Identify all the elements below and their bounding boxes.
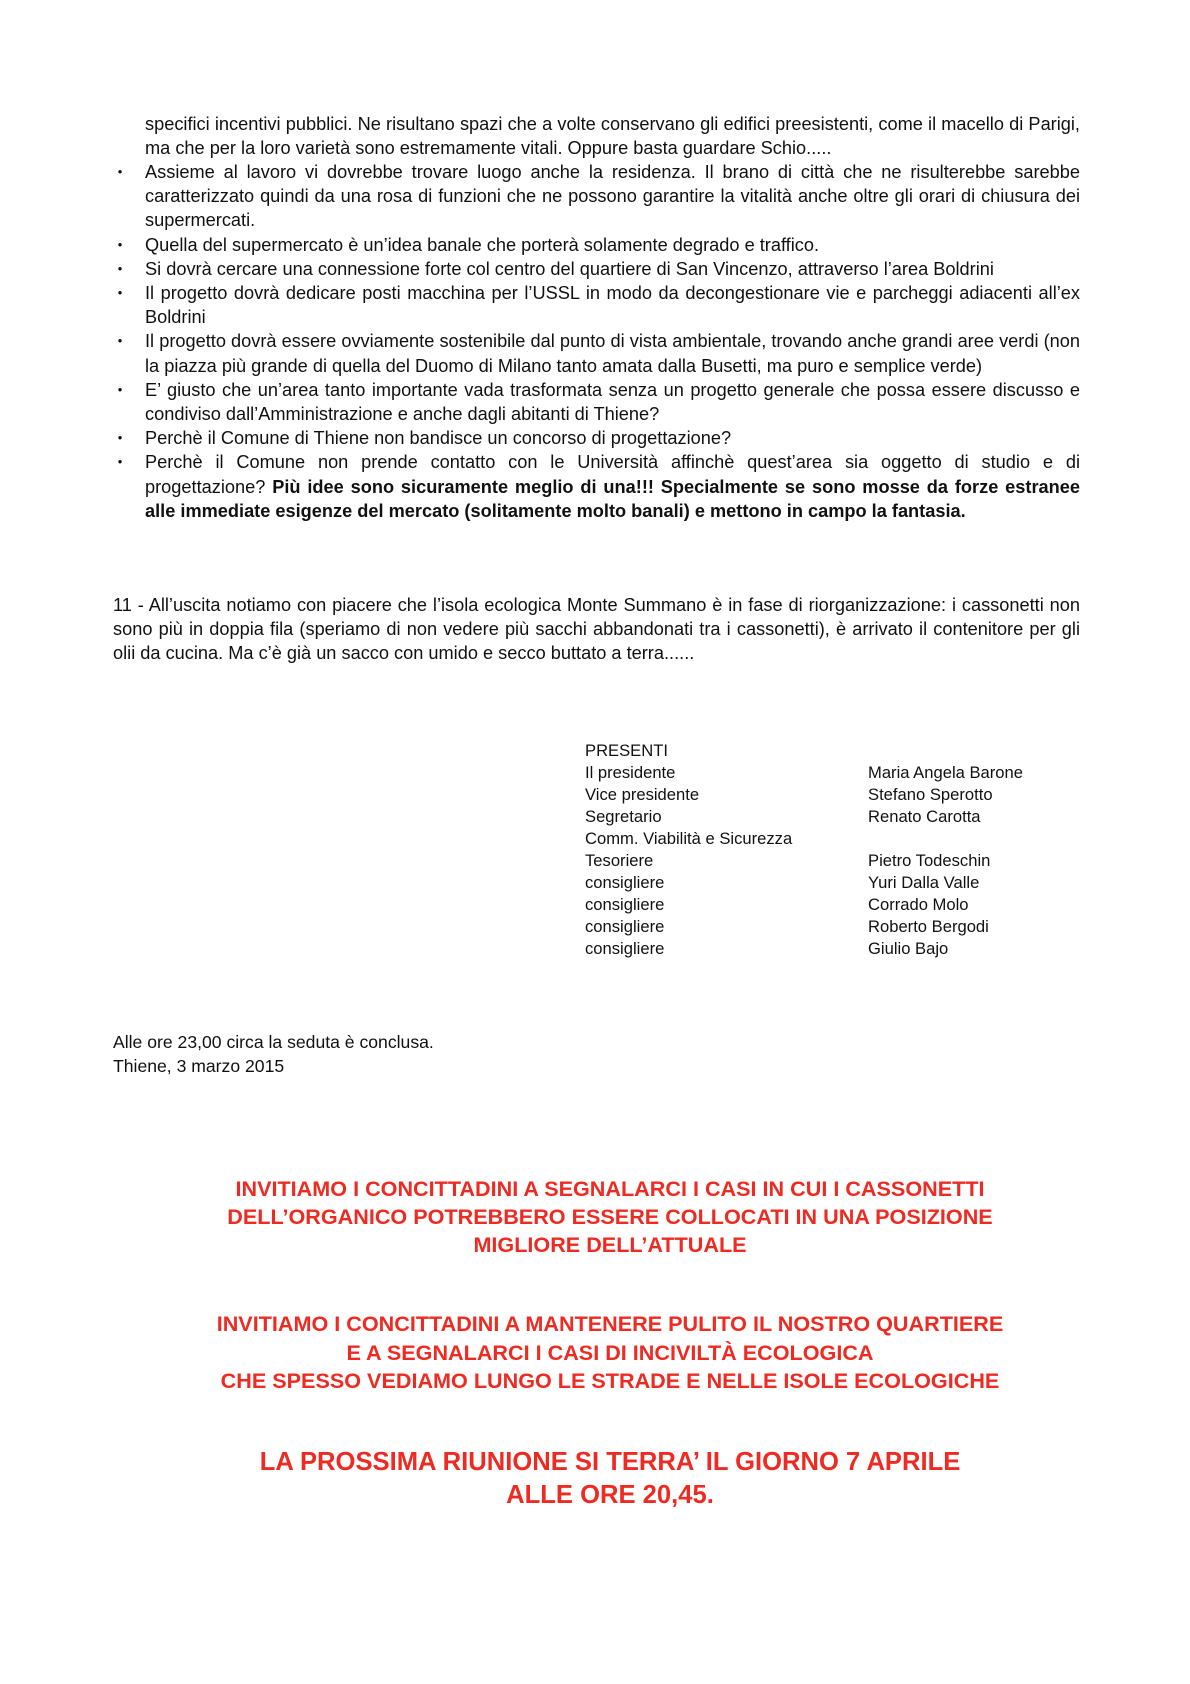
attendee-role: consigliere (585, 917, 665, 936)
bullet-icon: • (117, 430, 123, 446)
paragraph-11: 11 - All’uscita notiamo con piacere che l’isola ecologica Monte Summano è in fase di riorganizzazione: i cassonetti non sono più in doppia fila (speriamo di non vedere più sacchi abbandonati tra i cassonetti), è arrivato il contenitore per gli olii da cucina. Ma c’è già un sacco con umido e secco buttato a terra...... (113, 595, 1080, 664)
attendance-header: PRESENTI (585, 741, 668, 760)
attendance-row (585, 916, 1023, 938)
notice-organico (120, 1175, 1100, 1259)
bullet-icon: • (117, 285, 123, 301)
notice-pulizia (120, 1310, 1100, 1396)
attendee-role: Vice presidente (585, 785, 700, 804)
list-item: • Il progetto dovrà dedicare posti macchina per l’USSL in modo da decongestionare vie e parcheggi adiacenti all’ex Boldrini (113, 281, 1080, 329)
attendance-row (585, 806, 1023, 828)
bullet-icon: • (117, 236, 123, 252)
attendee-name: Renato Carotta (868, 807, 981, 826)
list-item: • Si dovrà cercare una connessione forte col centro del quartiere di San Vincenzo, attraverso l’area Boldrini (113, 257, 1080, 281)
attendance-row (585, 762, 1023, 784)
notice-line: INVITIAMO I CONCITTADINI A SEGNALARCI I CASI IN CUI I CASSONETTI (235, 1176, 985, 1201)
closing-time-line: Alle ore 23,00 circa la seduta è conclusa. (113, 1032, 434, 1052)
attendance-row (585, 784, 1023, 806)
attendance-row (585, 872, 1023, 894)
attendee-role: Tesoriere (585, 851, 654, 870)
attendee-name: Roberto Bergodi (868, 917, 989, 936)
list-item: • Perchè il Comune di Thiene non bandisce un concorso di progettazione? (113, 426, 1080, 450)
attendee-role: Segretario (585, 807, 662, 826)
notice-next-meeting (120, 1446, 1100, 1512)
list-item: • E’ giusto che un’area tanto importante vada trasformata senza un progetto generale che possa essere discusso e condiviso dall’Amministrazione e anche dagli abitanti di Thiene? (113, 378, 1080, 426)
notice-line: E A SEGNALARCI I CASI DI INCIVILTÀ ECOLOGICA (346, 1339, 874, 1365)
closing-date-line: Thiene, 3 marzo 2015 (113, 1056, 285, 1076)
attendee-name: Corrado Molo (868, 895, 969, 914)
notice-line: LA PROSSIMA RIUNIONE SI TERRA’ IL GIORNO 7 APRILE (259, 1448, 961, 1476)
bold-emphasis: Più idee sono sicuramente meglio di una!!! Specialmente se sono mosse da forze estranee alle immediate esigenze del mercato (solitamente molto banali) e mettono in campo la fantasia. (145, 476, 1081, 521)
continuation-paragraph: specifici incentivi pubblici. Ne risultano spazi che a volte conservano gli edifici preesistenti, come il macello di Parigi, ma che per la loro varietà sono estremamente vitali. Oppure basta guardare Schio..... (145, 114, 1080, 159)
attendee-name: Giulio Bajo (868, 939, 949, 958)
list-item: • Il progetto dovrà essere ovviamente sostenibile dal punto di vista ambientale, trovando anche grandi aree verdi (non la piazza più grande di quella del Duomo di Milano tanto amata dalla Busetti, ma puro e semplice verde) (113, 329, 1080, 377)
notice-line: DELL’ORGANICO POTREBBERO ESSERE COLLOCATI IN UNA POSIZIONE (227, 1204, 993, 1229)
notice-line: INVITIAMO I CONCITTADINI A MANTENERE PULITO IL NOSTRO QUARTIERE (216, 1311, 1004, 1336)
attendance-row (585, 894, 1023, 916)
bullet-icon: • (117, 333, 123, 349)
attendance-row (585, 828, 1023, 850)
bullet-icon: • (117, 381, 123, 397)
attendee-name: Pietro Todeschin (868, 851, 991, 870)
bullet-icon: • (117, 260, 123, 276)
bullet-icon: • (117, 164, 123, 179)
attendee-name: Stefano Sperotto (868, 785, 993, 804)
proposal-bullet-list (113, 160, 1080, 523)
attendee-role: consigliere (585, 939, 665, 958)
attendance-row (585, 938, 1023, 960)
attendee-name: Maria Angela Barone (868, 763, 1023, 782)
attendee-role: consigliere (585, 895, 665, 914)
attendee-role: Comm. Viabilità e Sicurezza (585, 829, 793, 848)
attendance-list (585, 740, 1023, 960)
attendee-role: Il presidente (585, 763, 676, 782)
list-item: • Perchè il Comune non prende contatto con le Università affinchè quest’area sia oggetto di studio e di progettazione? Più idee sono sicuramente meglio di una!!! Specialmente se sono mosse da forze estranee alle immediate esigenze del mercato (solitamente molto banali) e mettono in campo la fantasia. (113, 450, 1080, 523)
attendance-row (585, 850, 1023, 872)
attendee-role: consigliere (585, 873, 665, 892)
list-item: • Quella del supermercato è un’idea banale che porterà solamente degrado e traffico. (113, 233, 1080, 257)
notice-line: CHE SPESSO VEDIAMO LUNGO LE STRADE E NELLE ISOLE ECOLOGICHE (220, 1368, 1000, 1393)
closing-statement (113, 1030, 434, 1078)
notice-line: MIGLIORE DELL’ATTUALE (473, 1232, 747, 1257)
notice-line: ALLE ORE 20,45. (506, 1481, 714, 1509)
list-item: • Assieme al lavoro vi dovrebbe trovare luogo anche la residenza. Il brano di città che ne risulterebbe sarebbe caratterizzato quindi da una rosa di funzioni che ne possono garantire la vitalità anche oltre gli orari di chiusura dei supermercati. (113, 160, 1080, 233)
attendee-name: Yuri Dalla Valle (868, 873, 980, 892)
bullet-icon: • (117, 454, 123, 470)
